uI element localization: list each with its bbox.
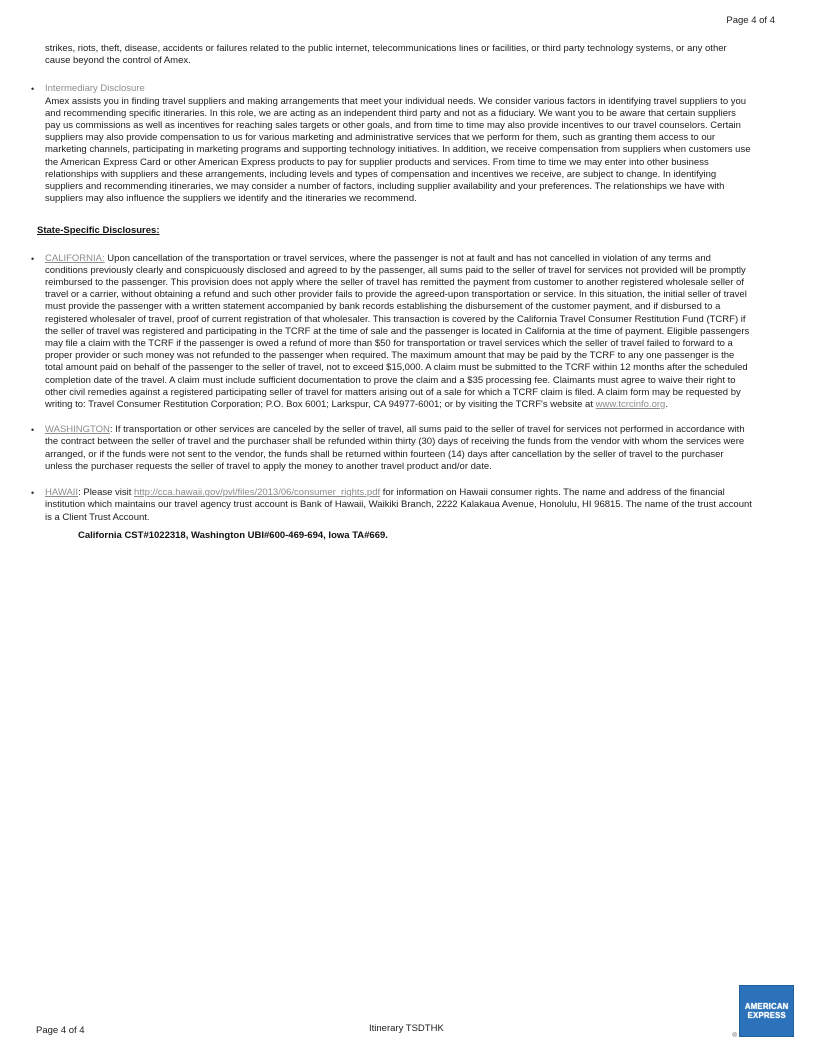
amex-logo-line1: AMERICAN xyxy=(744,1000,789,1011)
header-page-number: Page 4 of 4 xyxy=(726,15,775,26)
washington-body: : If transportation or other services are canceled by the seller of travel, all sums paid to the seller of travel for services not performed in accordance with the contract between the seller of travel and the purchaser shall be refunded within thirty (30) days of receiving the funds from the vendor with whom the services were arranged, or if the funds were not sent to the vendor, the funds shall be returned within fourteen (14) days after cancellation by the seller of travel to the purchaser unless the purchaser requests the seller of travel to apply the money to another travel product and/or date. xyxy=(45,424,745,472)
hawaii-body-post: for information on Hawaii consumer rights. The name and address of the financial institution which maintains our travel agency trust account is Bank of Hawaii, Waikiki Branch, 2222 Kalakaua Avenue, Honolulu, HI 96815. The name of the trust account is a Client Trust Account. xyxy=(45,487,752,523)
american-express-logo xyxy=(739,985,794,1037)
bullet-icon: • xyxy=(31,253,35,264)
california-body-end: . xyxy=(665,399,668,411)
bullet-icon: • xyxy=(31,488,35,499)
footer-itinerary-label: Itinerary TSDTHK xyxy=(369,1023,444,1034)
hawaii-consumer-rights-link[interactable]: http://cca.hawaii.gov/pvl/files/2013/06/consumer_rights.pdf xyxy=(134,487,381,499)
intermediary-disclosure-body: Amex assists you in finding travel suppliers and making arrangements that meet your individual needs. We consider various factors in identifying travel suppliers to you and recommending specific itineraries. In this role, we are acting as an independent third party and not as a fiduciary. We want you to be aware that certain suppliers pay us commissions as well as incentives for reaching sales targets or other goals, and from time to time may also provide incentives to our travel counselors. Certain suppliers may also provide compensation to us for various marketing and administrative services that we perform for them, such as granting them access to our marketing channels, participating in marketing programs and supporting technology initiatives. In addition, we receive compensation from suppliers when customers use the American Express Card or other American Express products to pay for supplier products and services. From time to time we may enter into other business relationships with suppliers and these arrangements, including levels and types of compensation and incentives we receive, are subject to change. In identifying suppliers and recommending itineraries, we may consider a number of factors, including supplier availability and your preferences. The relationships we have with suppliers may also influence the suppliers we identify and the itineraries we recommend. xyxy=(45,95,751,205)
document-body xyxy=(31,43,753,542)
state-specific-disclosures-heading: State-Specific Disclosures: xyxy=(37,225,160,237)
washington-label: WASHINGTON xyxy=(45,424,110,436)
bullet-icon: • xyxy=(31,84,35,95)
hawaii-label: HAWAII xyxy=(45,487,79,499)
bullet-icon: • xyxy=(31,425,35,436)
washington-disclosure xyxy=(31,424,753,473)
hawaii-disclosure xyxy=(31,487,753,524)
state-registration-numbers: California CST#1022318, Washington UBI#600-469-694, Iowa TA#669. xyxy=(78,529,388,541)
tcrf-website-link[interactable]: www.tcrcinfo.org xyxy=(595,399,666,411)
hawaii-body-pre: : Please visit xyxy=(78,487,135,499)
california-disclosure xyxy=(31,252,753,412)
amex-logo-line2: EXPRESS xyxy=(747,1010,786,1020)
registered-trademark-symbol: ® xyxy=(732,1032,737,1039)
footer-page-number: Page 4 of 4 xyxy=(36,1025,85,1036)
california-body: Upon cancellation of the transportation or travel services, where the passenger is not at fault and has not cancelled in violation of any terms and conditions previously clearly and conspicuously disclosed and agreed to by the passenger, all sums paid to the seller of travel for services not provided will be promptly reimbursed to the passenger. This provision does not apply where the seller of travel has remitted the payment from customer to another registered wholesale seller of travel or a carrier, without obtaining a refund and such other provider fails to provide the agreed-upon transportation or service. In this situation, the initial seller of travel must provide the passenger with a written statement accompanied by bank records establishing the disbursement of the customer payment, and if disbursed to a registered wholesaler of travel, proof of current registration of that wholesaler. This transaction is covered by the California Travel Consumer Restitution Fund (TCRF) if the seller of travel was registered and participating in the TCRF at the time of sale and the passenger is located in California at the time of payment. Eligible passengers may file a claim with the TCRF if the passenger is owed a refund of more than $50 for transportation or travel services which the seller of travel failed to forward to a proper provider or such money was not refunded to the passenger when required. The maximum amount that may be paid by the TCRF to any one passenger is the total amount paid on behalf of the passenger to the seller of travel, not to exceed $15,000. A claim must be submitted to the TCRF within 12 months after the scheduled completion date of the travel. A claim must include sufficient documentation to prove the claim and a $35 processing fee. Claimants must agree to waive their right to other civil remedies against a registered participating seller of travel for matters arising out of a sale for which a TCRF claim is filed. A claim form may be requested by writing to: Travel Consumer Restitution Corporation; P.O. Box 6001; Larkspur, CA 94977-6001; or by visiting the TCRF's website at xyxy=(45,252,750,411)
intermediary-disclosure-heading: Intermediary Disclosure xyxy=(45,83,145,95)
continuation-paragraph: strikes, riots, theft, disease, accidents or failures related to the public internet, telecommunications lines or facilities, or third party technology systems, or any other cause beyond the control of Amex. xyxy=(45,43,727,67)
california-label: CALIFORNIA: xyxy=(45,252,105,264)
intermediary-disclosure-section xyxy=(31,83,753,205)
